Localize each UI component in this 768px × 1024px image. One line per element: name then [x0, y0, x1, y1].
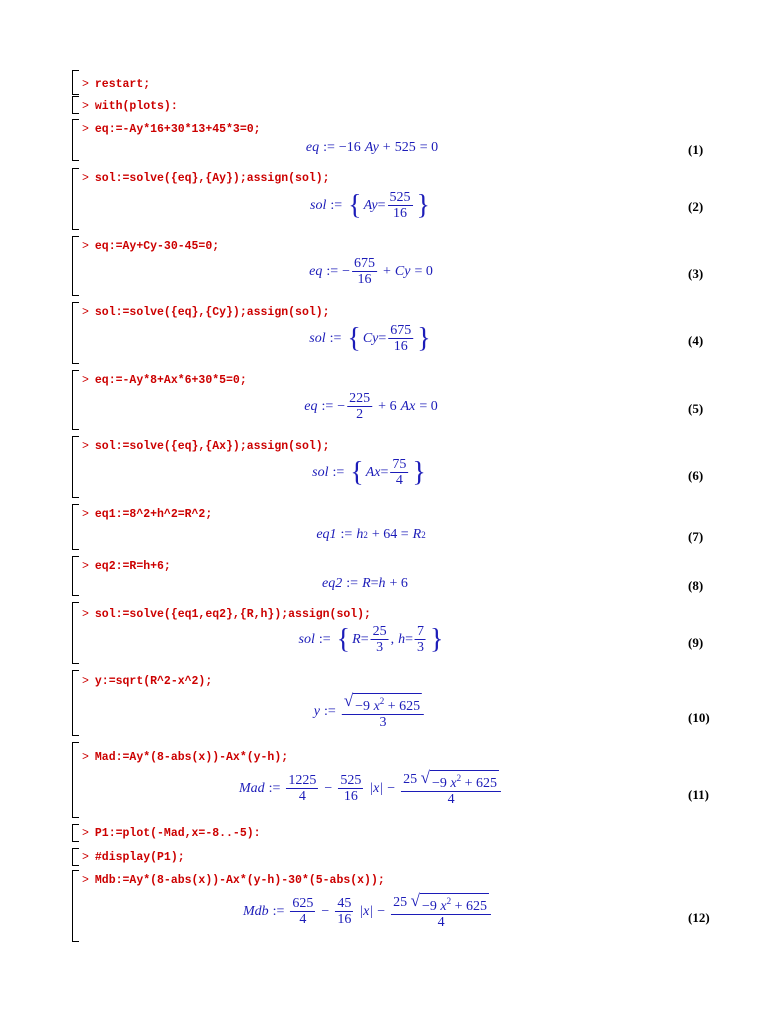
- math-lhs: eq2: [322, 576, 343, 591]
- input-line[interactable]: [82, 172, 330, 186]
- output-math: [309, 323, 433, 354]
- exponent: 2: [421, 530, 426, 540]
- denominator: 3: [376, 640, 384, 655]
- input-line[interactable]: [82, 874, 385, 888]
- fraction: [371, 624, 389, 655]
- output-math: [310, 190, 432, 221]
- input-text[interactable]: eq2:=R=h+6;: [94, 560, 171, 573]
- right-brace-icon: }: [430, 623, 444, 655]
- math-op: + 6: [389, 576, 408, 591]
- input-line[interactable]: [82, 78, 150, 92]
- fraction: [347, 391, 372, 422]
- math-lhs: eq: [309, 263, 323, 279]
- left-brace-icon: {: [336, 623, 351, 655]
- math-lhs: eq: [305, 140, 320, 155]
- input-line[interactable]: [82, 240, 219, 254]
- math-var: x: [440, 899, 447, 914]
- math-lhs: sol: [309, 330, 326, 346]
- math-var: R: [362, 576, 371, 591]
- math-var: R: [352, 631, 361, 647]
- radical-icon: √: [343, 691, 354, 710]
- group-bracket[interactable]: [72, 742, 79, 818]
- output-math: [299, 624, 446, 655]
- numerator: 45: [337, 896, 352, 911]
- math-number: −9: [422, 899, 437, 914]
- prompt-symbol: >: [82, 123, 89, 136]
- exponent: 2: [456, 773, 462, 783]
- math-var: Ax: [365, 464, 381, 480]
- equation-label: (1): [688, 142, 704, 157]
- square-root: [421, 770, 499, 791]
- math-op: :=: [340, 527, 353, 542]
- denominator: 4: [299, 912, 307, 927]
- prompt-symbol: >: [82, 851, 89, 864]
- math-op: :=: [321, 398, 334, 414]
- input-text[interactable]: restart;: [94, 78, 151, 91]
- denominator: 16: [343, 789, 358, 804]
- fraction: [415, 624, 426, 655]
- prompt-symbol: >: [82, 306, 89, 319]
- fraction: [352, 256, 377, 287]
- equation-label: (11): [688, 787, 709, 802]
- group-bracket[interactable]: [72, 236, 79, 296]
- denominator: 3: [417, 640, 425, 655]
- numerator: 75: [392, 457, 407, 472]
- group-bracket[interactable]: [72, 119, 79, 161]
- left-brace-icon: {: [348, 189, 362, 221]
- math-var: Cy: [362, 330, 379, 346]
- math-op: :=: [330, 197, 343, 213]
- math-op: +: [382, 140, 391, 155]
- math-op: =: [380, 464, 389, 480]
- group-bracket[interactable]: [72, 70, 79, 95]
- math-number: −9: [355, 699, 371, 714]
- prompt-symbol: >: [82, 440, 89, 453]
- group-bracket[interactable]: [72, 670, 79, 736]
- group-bracket[interactable]: [72, 436, 79, 498]
- input-line[interactable]: [82, 123, 261, 137]
- radical-icon: √: [420, 768, 431, 787]
- input-line[interactable]: [82, 751, 288, 765]
- numerator: [342, 693, 424, 715]
- prompt-symbol: >: [82, 560, 89, 573]
- group-bracket[interactable]: [72, 556, 79, 596]
- math-var: h: [378, 576, 386, 591]
- fraction: [401, 770, 501, 807]
- numerator: 625: [292, 896, 314, 911]
- math-abs: |x|: [369, 780, 384, 796]
- right-brace-icon: }: [412, 456, 426, 488]
- denominator: 4: [298, 789, 306, 804]
- math-op: + 6: [378, 398, 397, 414]
- input-line[interactable]: [82, 608, 371, 622]
- prompt-symbol: >: [82, 508, 89, 521]
- equation-label: (3): [688, 266, 704, 281]
- equation-label: (6): [688, 468, 704, 483]
- math-op: :=: [318, 631, 331, 647]
- math-lhs: sol: [310, 197, 327, 213]
- input-line[interactable]: [82, 675, 212, 689]
- math-op: +: [383, 263, 391, 279]
- denominator: 4: [447, 792, 455, 807]
- denominator: 2: [356, 407, 364, 422]
- right-brace-icon: }: [416, 189, 430, 221]
- left-brace-icon: {: [347, 322, 361, 354]
- input-text[interactable]: sol:=solve({eq},{Ay});assign(sol);: [94, 172, 330, 185]
- output-math: [306, 140, 438, 156]
- math-var: h: [356, 527, 364, 542]
- group-bracket[interactable]: [72, 370, 79, 430]
- math-var: Cy: [394, 263, 411, 279]
- output-math: [312, 457, 428, 488]
- equation-label: (2): [688, 199, 704, 214]
- numerator: 675: [354, 256, 376, 271]
- input-text[interactable]: P1:=plot(-Mad,x=-8..-5):: [94, 827, 261, 840]
- math-op: :=: [324, 703, 336, 719]
- exponent: 2: [363, 530, 368, 540]
- math-number: + 625: [464, 776, 498, 791]
- output-math: [304, 391, 438, 422]
- input-text[interactable]: #display(P1);: [94, 851, 185, 864]
- math-var: Ay: [364, 140, 379, 155]
- radicand: [420, 893, 489, 914]
- input-line[interactable]: [82, 306, 330, 320]
- math-op: =: [377, 197, 386, 213]
- prompt-symbol: >: [82, 100, 89, 113]
- math-lhs: sol: [312, 464, 329, 480]
- radicand: [430, 770, 499, 791]
- input-text[interactable]: Mad:=Ay*(8-abs(x))-Ax*(y-h);: [94, 751, 289, 764]
- radicand: [353, 693, 422, 714]
- denominator: 16: [393, 206, 408, 221]
- output-math: [309, 256, 433, 287]
- math-op: = 0: [414, 263, 433, 279]
- output-math: [322, 576, 408, 592]
- math-op: −: [321, 903, 330, 919]
- math-var: x: [450, 776, 457, 791]
- prompt-symbol: >: [82, 78, 89, 91]
- prompt-symbol: >: [82, 827, 89, 840]
- fraction: [388, 190, 413, 221]
- math-op: =: [360, 631, 369, 647]
- exponent: 2: [379, 696, 385, 706]
- math-op: :=: [346, 576, 359, 591]
- math-number: −9: [432, 776, 447, 791]
- math-number: 25: [403, 772, 418, 787]
- math-op: −: [387, 780, 396, 796]
- math-lhs: y: [313, 703, 321, 719]
- math-var: R: [412, 527, 422, 542]
- input-line[interactable]: [82, 440, 330, 454]
- fraction: [335, 896, 353, 927]
- denominator: 16: [357, 272, 372, 287]
- math-op: −: [337, 398, 346, 414]
- math-lhs: sol: [298, 631, 315, 647]
- math-op: :=: [326, 263, 339, 279]
- group-bracket[interactable]: [72, 504, 79, 550]
- input-line[interactable]: [82, 560, 171, 574]
- fraction: [338, 773, 363, 804]
- input-line[interactable]: [82, 851, 185, 865]
- math-var: h: [398, 631, 406, 647]
- input-text[interactable]: eq:=-Ay*8+Ax*6+30*5=0;: [94, 374, 247, 387]
- math-op: =: [405, 631, 414, 647]
- numerator: 25: [372, 624, 387, 639]
- fraction: [286, 773, 318, 804]
- math-op: :=: [332, 464, 345, 480]
- denominator: 16: [337, 912, 352, 927]
- denominator: 3: [379, 715, 387, 730]
- input-text[interactable]: Mdb:=Ay*(8-abs(x))-Ax*(y-h)-30*(5-abs(x));: [94, 874, 385, 887]
- math-lhs: eq: [304, 398, 318, 414]
- output-math: [314, 693, 426, 730]
- input-line[interactable]: [82, 374, 247, 388]
- math-op: ,: [390, 631, 395, 647]
- output-math: [243, 893, 493, 930]
- group-bracket[interactable]: [72, 602, 79, 664]
- input-text[interactable]: eq1:=8^2+h^2=R^2;: [94, 508, 213, 521]
- fraction: [290, 896, 315, 927]
- group-bracket[interactable]: [72, 870, 79, 942]
- input-line[interactable]: [82, 827, 261, 841]
- input-text[interactable]: sol:=solve({eq},{Ax});assign(sol);: [94, 440, 330, 453]
- group-bracket[interactable]: [72, 168, 79, 230]
- input-text[interactable]: sol:=solve({eq1,eq2},{R,h});assign(sol);: [94, 608, 371, 621]
- right-brace-icon: }: [417, 322, 431, 354]
- input-text[interactable]: eq:=-Ay*16+30*13+45*3=0;: [94, 123, 261, 136]
- math-lhs: Mad: [238, 780, 265, 796]
- exponent: 2: [446, 896, 452, 906]
- numerator: [401, 770, 501, 792]
- fraction: [391, 893, 491, 930]
- prompt-symbol: >: [82, 608, 89, 621]
- fraction: [388, 323, 413, 354]
- equation-label: (9): [688, 635, 704, 650]
- math-var: x: [373, 699, 380, 714]
- equation-label: (5): [688, 401, 704, 416]
- math-op: :=: [329, 330, 342, 346]
- denominator: 4: [395, 473, 403, 488]
- math-number: + 625: [454, 899, 488, 914]
- math-number: 25: [393, 895, 408, 910]
- math-abs: |x|: [359, 903, 374, 919]
- math-op: −: [377, 903, 386, 919]
- group-bracket[interactable]: [72, 824, 79, 842]
- input-text[interactable]: eq:=Ay+Cy-30-45=0;: [94, 240, 220, 253]
- input-text[interactable]: y:=sqrt(R^2-x^2);: [94, 675, 213, 688]
- numerator: 525: [389, 190, 411, 205]
- math-op: = 0: [419, 140, 439, 155]
- prompt-symbol: >: [82, 675, 89, 688]
- prompt-symbol: >: [82, 751, 89, 764]
- prompt-symbol: >: [82, 240, 89, 253]
- numerator: [391, 893, 491, 915]
- numerator: 525: [340, 773, 362, 788]
- group-bracket[interactable]: [72, 302, 79, 364]
- input-text[interactable]: sol:=solve({eq},{Cy});assign(sol);: [94, 306, 330, 319]
- equation-label: (4): [688, 333, 704, 348]
- group-bracket[interactable]: [72, 96, 79, 114]
- math-op: −: [324, 780, 333, 796]
- equation-label: (7): [688, 529, 704, 544]
- math-var: Ax: [400, 398, 416, 414]
- square-root: [411, 893, 489, 914]
- left-brace-icon: {: [350, 456, 364, 488]
- math-var: Ay: [363, 197, 378, 213]
- math-number: 525: [394, 140, 416, 155]
- numerator: 7: [417, 624, 425, 639]
- input-line[interactable]: [82, 508, 212, 522]
- group-bracket[interactable]: [72, 848, 79, 866]
- math-op: =: [370, 576, 379, 591]
- equation-label: (12): [688, 910, 710, 925]
- prompt-symbol: >: [82, 172, 89, 185]
- math-number: 16: [346, 140, 361, 155]
- numerator: 225: [349, 391, 371, 406]
- math-op: :=: [323, 140, 335, 155]
- equation-label: (10): [688, 710, 710, 725]
- radical-icon: √: [410, 891, 421, 910]
- math-lhs: Mdb: [242, 903, 269, 919]
- math-op: :=: [272, 903, 285, 919]
- output-math: [316, 527, 425, 543]
- math-op: = 0: [419, 398, 438, 414]
- math-op: −: [342, 263, 351, 279]
- denominator: 16: [393, 339, 408, 354]
- math-op: =: [378, 330, 387, 346]
- math-number: + 625: [387, 699, 421, 714]
- math-lhs: eq1: [316, 527, 337, 542]
- numerator: 1225: [288, 773, 317, 788]
- numerator: 675: [390, 323, 412, 338]
- fraction: [342, 693, 424, 730]
- input-line[interactable]: [82, 100, 178, 114]
- square-root: [344, 693, 422, 714]
- prompt-symbol: >: [82, 374, 89, 387]
- fraction: [390, 457, 408, 488]
- prompt-symbol: >: [82, 874, 89, 887]
- denominator: 4: [437, 915, 445, 930]
- equation-label: (8): [688, 578, 704, 593]
- input-text[interactable]: with(plots):: [94, 100, 178, 113]
- output-math: [239, 770, 503, 807]
- math-op: + 64 =: [371, 527, 409, 542]
- math-op: −: [338, 140, 347, 155]
- math-op: :=: [268, 780, 281, 796]
